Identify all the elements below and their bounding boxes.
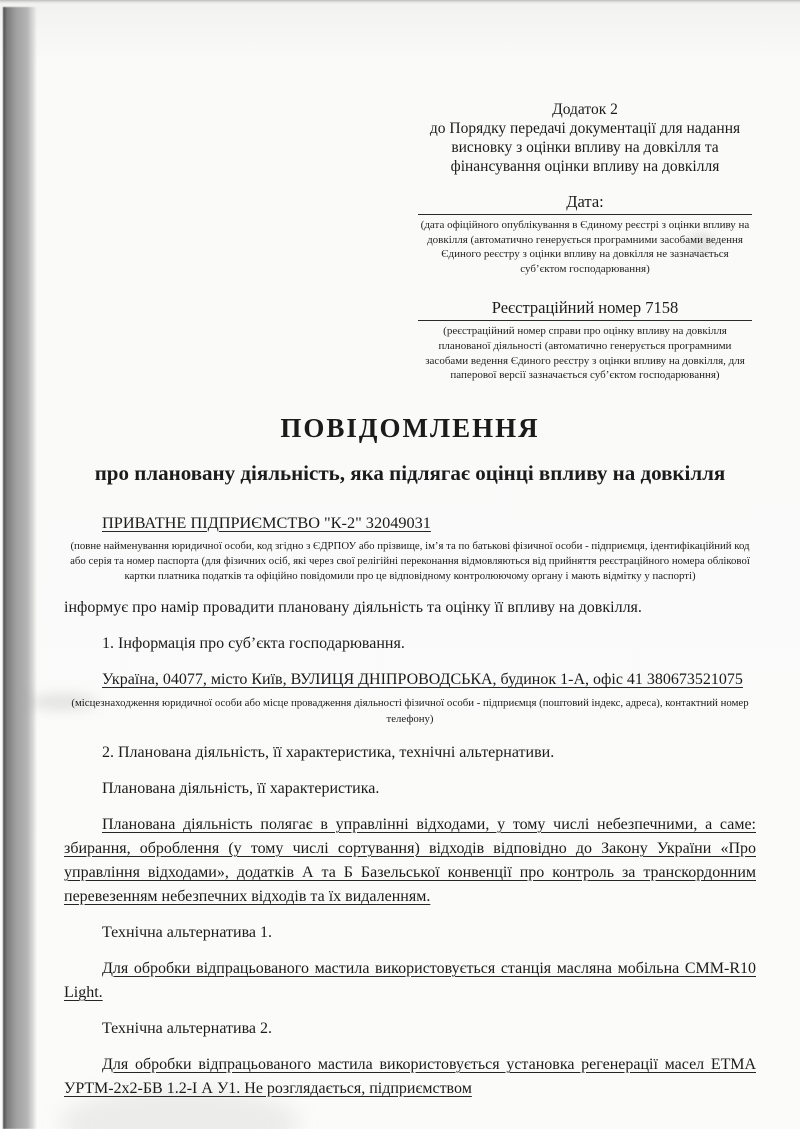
header-right-block — [418, 100, 752, 383]
address-line — [64, 668, 756, 692]
intro-paragraph: інформує про намір провадити плановану діяльність та оцінку її впливу на довкілля. — [64, 599, 642, 617]
company-name: ПРИВАТНЕ ПІДПРИЄМСТВО "К-2" 32049031 — [102, 512, 431, 532]
annex-label: Додаток 2 — [552, 101, 618, 118]
document-subtitle: про плановану діяльність, яка підлягає оцінці впливу на довкілля — [94, 460, 726, 485]
registration-number-note: (реєстраційний номер справи про оцінку впливу на довкілля планованої діяльності (автоматично генерується програмними засобами ведення Єдиного реєстру з оцінки впливу на довкілля, для паперової версії зазначається суб’єктом господарювання) — [425, 325, 745, 382]
alternative-2-heading: Технічна альтернатива 2. — [102, 1019, 273, 1037]
scan-left-band-artifact — [3, 7, 37, 1129]
company-name-line — [64, 511, 756, 535]
annex-note: до Порядку передачі документації для надання висновку з оцінки впливу на довкілля та фінансування оцінки впливу на довкілля — [429, 120, 741, 175]
company-note: (повне найменування юридичної особи, код згідно з ЄДРПОУ або прізвище, ім’я та по батькові фізичної особи - підприємця, ідентифікаційний код або серія та номер паспорта (для фізичних осіб, які через свої релігійні переконання відмовляються від прийняття реєстраційного номера облікової картки платника податків та офіційно повідомили про це відповідному контролюючому органу і мають відмітку у паспорті) — [70, 539, 750, 583]
document-title: ПОВІДОМЛЕННЯ — [280, 412, 540, 443]
date-note: (дата офіційного опублікування в Єдиному реєстрі з оцінки впливу на довкілля (автоматично генерується програмними засобами ведення Єдиного реєстру з оцінки впливу на довкілля не зазначається суб’єктом господарювання) — [420, 219, 750, 275]
activity-heading: Планована діяльність, її характеристика. — [102, 779, 380, 797]
alternative-2-paragraph: Для обробки відпрацьованого мастила використовується установка регенерації масел ЕТМА УРТМ-2х2-БВ 1.2-І А У1. Не розглядається, підприємством — [64, 1055, 756, 1097]
activity-paragraph: Планована діяльність полягає в управлінні відходами, у тому числі небезпечними, а саме: збирання, оброблення (у тому числі сортування) відходів відповідно до Закону України «Про управління відходами», додатків А та Б Базельської конвенції про контроль за транскордонним перевезенням небезпечних відходів та їх видаленням. — [64, 815, 756, 905]
section-1-heading: 1. Інформація про суб’єкта господарювання. — [102, 635, 405, 653]
alternative-1-paragraph: Для обробки відпрацьованого мастила використовується станція масляна мобільна СММ-R10 Light. — [64, 959, 756, 1001]
document-content — [64, 0, 756, 1101]
registration-number: Реєстраційний номер 7158 — [418, 298, 752, 321]
date-label: Дата: — [418, 192, 752, 215]
section-2-heading: 2. Планована діяльність, її характеристика, технічні альтернативи. — [102, 743, 555, 761]
alternative-1-heading: Технічна альтернатива 1. — [102, 923, 273, 941]
address-text: Україна, 04077, місто Київ, ВУЛИЦЯ ДНІПРОВОДСЬКА, будинок 1-А, офіс 41 380673521075 — [102, 671, 743, 689]
address-note: (місцезнаходження юридичної особи або місце провадження діяльності фізичної особи - підприємця (поштовий індекс, адреса), контактний номер телефону) — [71, 697, 749, 725]
document-body — [64, 511, 756, 1101]
